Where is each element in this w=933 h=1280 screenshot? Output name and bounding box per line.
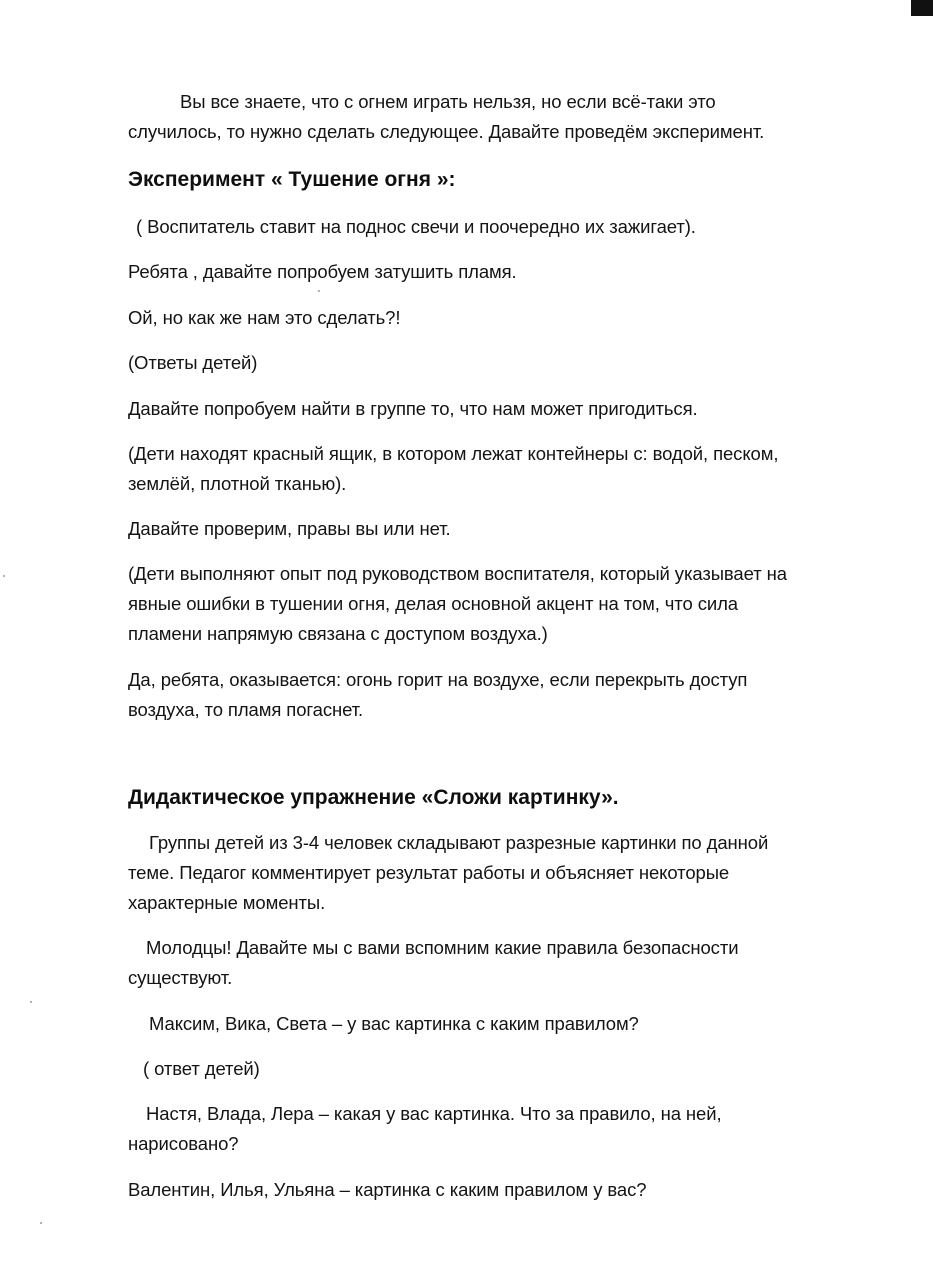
paragraph-extinguish: Ребята , давайте попробуем затушить пламя. [128, 261, 517, 282]
scan-speck [318, 290, 320, 292]
paragraph-answers: (Ответы детей) [128, 352, 258, 373]
scan-speck [40, 1222, 42, 1224]
paragraph-red-box-line-1: (Дети находят красный ящик, в котором лежат контейнеры с: водой, песком, [128, 443, 779, 464]
scan-speck [3, 575, 5, 577]
didactic-heading: Дидактическое упражнение «Сложи картинку». [128, 786, 619, 809]
paragraph-question: Ой, но как же нам это сделать?! [128, 307, 401, 328]
paragraph-children-answer: ( ответ детей) [143, 1058, 260, 1079]
paragraph-conclusion-line-1: Да, ребята, оказывается: огонь горит на воздухе, если перекрыть доступ [128, 669, 748, 690]
scan-corner-mark [911, 0, 933, 16]
paragraph-conclusion-line-2: воздуха, то пламя погаснет. [128, 699, 364, 720]
paragraph-check: Давайте проверим, правы вы или нет. [128, 518, 451, 539]
paragraph-maxim: Максим, Вика, Света – у вас картинка с каким правилом? [149, 1013, 639, 1034]
paragraph-groups-line-1: Группы детей из 3-4 человек складывают разрезные картинки по данной [149, 832, 769, 853]
stage-direction-candles: ( Воспитатель ставит на поднос свечи и поочередно их зажигает). [136, 216, 696, 237]
paragraph-nastya-line-2: нарисовано? [128, 1133, 239, 1154]
intro-line-1: Вы все знаете, что с огнем играть нельзя, но если всё-таки это [180, 91, 716, 112]
intro-line-2: случилось, то нужно сделать следующее. Давайте проведём эксперимент. [128, 121, 765, 142]
paragraph-experiment-line-3: пламени напрямую связана с доступом воздуха.) [128, 623, 548, 644]
scan-speck [30, 1001, 32, 1003]
paragraph-experiment-line-2: явные ошибки в тушении огня, делая основной акцент на том, что сила [128, 593, 738, 614]
paragraph-find: Давайте попробуем найти в группе то, что нам может пригодиться. [128, 398, 698, 419]
paragraph-valentin: Валентин, Илья, Ульяна – картинка с каким правилом у вас? [128, 1179, 647, 1200]
paragraph-nastya-line-1: Настя, Влада, Лера – какая у вас картинка. Что за правило, на ней, [146, 1103, 722, 1124]
paragraph-rules-line-1: Молодцы! Давайте мы с вами вспомним какие правила безопасности [146, 937, 739, 958]
paragraph-experiment-line-1: (Дети выполняют опыт под руководством воспитателя, который указывает на [128, 563, 787, 584]
paragraph-red-box-line-2: землёй, плотной тканью). [128, 473, 347, 494]
paragraph-rules-line-2: существуют. [128, 967, 233, 988]
experiment-heading: Эксперимент « Тушение огня »: [128, 168, 456, 191]
paragraph-groups-line-2: теме. Педагог комментирует результат работы и объясняет некоторые [128, 862, 730, 883]
paragraph-groups-line-3: характерные моменты. [128, 892, 326, 913]
